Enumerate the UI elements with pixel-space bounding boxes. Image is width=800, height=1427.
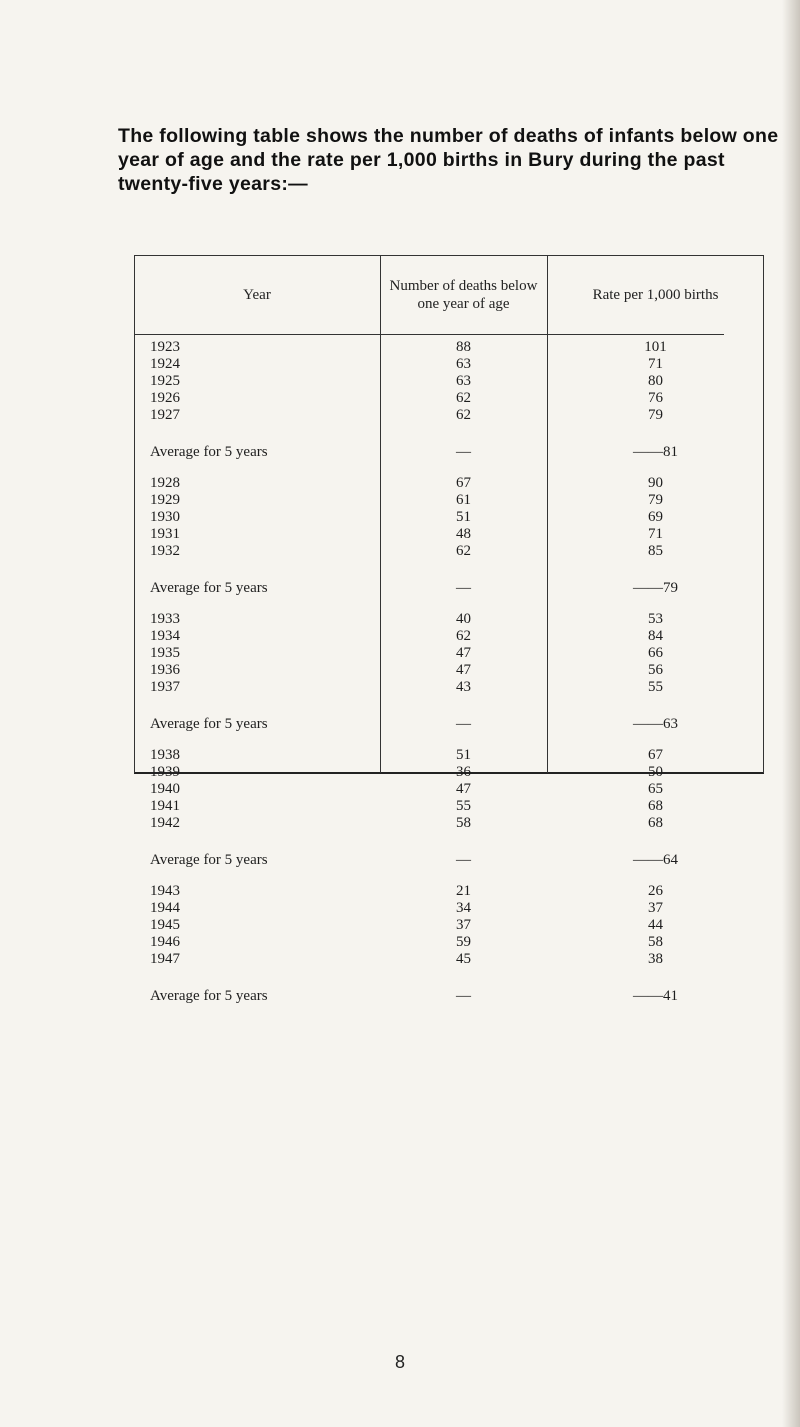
- table-row: [134, 356, 764, 373]
- year-cell: 1944: [150, 900, 180, 916]
- rate-cell: 79: [648, 407, 663, 423]
- rate-cell: 65: [648, 781, 663, 797]
- table-row: [134, 526, 764, 543]
- rate-cell: 37: [648, 900, 663, 916]
- rate-cell: 76: [648, 390, 663, 406]
- table-row: [134, 679, 764, 696]
- rate-cell: 101: [644, 339, 667, 355]
- rate-cell: 53: [648, 611, 663, 627]
- table-row: [134, 611, 764, 628]
- year-cell: 1937: [150, 679, 180, 695]
- table-row: [134, 543, 764, 560]
- table-row: [134, 815, 764, 832]
- year-cell: 1946: [150, 934, 180, 950]
- rate-cell: 85: [648, 543, 663, 559]
- average-rate-cell: ——63: [633, 716, 678, 732]
- header-rate: Rate per 1,000 births: [592, 286, 719, 303]
- deaths-cell: 55: [456, 798, 471, 814]
- rate-cell: 66: [648, 645, 663, 661]
- page-edge-shadow: [782, 0, 800, 1427]
- deaths-cell: 61: [456, 492, 471, 508]
- header-deaths: Number of deaths below one year of age: [389, 277, 538, 312]
- rate-cell: 44: [648, 917, 663, 933]
- table-row: [134, 798, 764, 815]
- average-label: Average for 5 years: [150, 716, 268, 732]
- rate-cell: 90: [648, 475, 663, 491]
- rate-cell: 84: [648, 628, 663, 644]
- deaths-cell: 37: [456, 917, 471, 933]
- average-rate-cell: ——64: [633, 852, 678, 868]
- deaths-cell: 62: [456, 390, 471, 406]
- deaths-cell: 36: [456, 764, 471, 780]
- average-deaths-cell: —: [456, 852, 471, 868]
- deaths-cell: 47: [456, 662, 471, 678]
- table-row: [134, 781, 764, 798]
- table-row: [134, 900, 764, 917]
- table-header-rule: [134, 334, 724, 335]
- deaths-cell: 51: [456, 509, 471, 525]
- header-year: Year: [243, 286, 271, 303]
- average-row: [134, 444, 764, 461]
- infant-deaths-table: [134, 255, 764, 1004]
- year-cell: 1926: [150, 390, 180, 406]
- year-cell: 1943: [150, 883, 180, 899]
- year-cell: 1934: [150, 628, 180, 644]
- deaths-cell: 40: [456, 611, 471, 627]
- year-cell: 1932: [150, 543, 180, 559]
- rate-cell: 69: [648, 509, 663, 525]
- table-row: [134, 645, 764, 662]
- year-cell: 1931: [150, 526, 180, 542]
- average-row: [134, 988, 764, 1005]
- deaths-cell: 51: [456, 747, 471, 763]
- table-body: [134, 339, 764, 1005]
- year-cell: 1933: [150, 611, 180, 627]
- deaths-cell: 47: [456, 645, 471, 661]
- rate-cell: 80: [648, 373, 663, 389]
- deaths-cell: 34: [456, 900, 471, 916]
- deaths-cell: 43: [456, 679, 471, 695]
- year-cell: 1935: [150, 645, 180, 661]
- intro-paragraph: The following table shows the number of deaths of infants below one year of age and the rate per 1,000 births in Bury during the past twenty-five years:—: [118, 125, 779, 195]
- page-number: 8: [394, 1352, 405, 1372]
- average-label: Average for 5 years: [150, 988, 268, 1004]
- deaths-cell: 62: [456, 628, 471, 644]
- average-rate-cell: ——79: [633, 580, 678, 596]
- deaths-cell: 63: [456, 373, 471, 389]
- rate-cell: 79: [648, 492, 663, 508]
- rate-cell: 67: [648, 747, 663, 763]
- year-cell: 1936: [150, 662, 180, 678]
- year-cell: 1938: [150, 747, 180, 763]
- year-cell: 1939: [150, 764, 180, 780]
- table-row: [134, 373, 764, 390]
- table-row: [134, 934, 764, 951]
- average-row: [134, 580, 764, 597]
- average-label: Average for 5 years: [150, 852, 268, 868]
- year-cell: 1930: [150, 509, 180, 525]
- deaths-cell: 67: [456, 475, 471, 491]
- table-row: [134, 492, 764, 509]
- year-cell: 1927: [150, 407, 180, 423]
- average-rate-cell: ——41: [633, 988, 678, 1004]
- year-cell: 1942: [150, 815, 180, 831]
- table-row: [134, 747, 764, 764]
- year-cell: 1945: [150, 917, 180, 933]
- average-row: [134, 716, 764, 733]
- deaths-cell: 62: [456, 543, 471, 559]
- average-rate-cell: ——81: [633, 444, 678, 460]
- rate-cell: 50: [648, 764, 663, 780]
- deaths-cell: 62: [456, 407, 471, 423]
- table-row: [134, 883, 764, 900]
- average-label: Average for 5 years: [150, 444, 268, 460]
- rate-cell: 56: [648, 662, 663, 678]
- deaths-cell: 88: [456, 339, 471, 355]
- deaths-cell: 58: [456, 815, 471, 831]
- deaths-cell: 59: [456, 934, 471, 950]
- deaths-cell: 21: [456, 883, 471, 899]
- deaths-cell: 48: [456, 526, 471, 542]
- table-row: [134, 951, 764, 968]
- average-label: Average for 5 years: [150, 580, 268, 596]
- rate-cell: 68: [648, 815, 663, 831]
- rate-cell: 68: [648, 798, 663, 814]
- table-row: [134, 407, 764, 424]
- average-deaths-cell: —: [456, 716, 471, 732]
- average-deaths-cell: —: [456, 444, 471, 460]
- year-cell: 1929: [150, 492, 180, 508]
- average-row: [134, 852, 764, 869]
- year-cell: 1928: [150, 475, 180, 491]
- year-cell: 1941: [150, 798, 180, 814]
- table-row: [134, 662, 764, 679]
- deaths-cell: 47: [456, 781, 471, 797]
- table-row: [134, 475, 764, 492]
- rate-cell: 38: [648, 951, 663, 967]
- table-row: [134, 390, 764, 407]
- rate-cell: 55: [648, 679, 663, 695]
- year-cell: 1925: [150, 373, 180, 389]
- average-deaths-cell: —: [456, 988, 471, 1004]
- rate-cell: 58: [648, 934, 663, 950]
- rate-cell: 71: [648, 526, 663, 542]
- year-cell: 1940: [150, 781, 180, 797]
- rate-cell: 26: [648, 883, 663, 899]
- year-cell: 1923: [150, 339, 180, 355]
- table-row: [134, 764, 764, 781]
- deaths-cell: 45: [456, 951, 471, 967]
- average-deaths-cell: —: [456, 580, 471, 596]
- rate-cell: 71: [648, 356, 663, 372]
- year-cell: 1947: [150, 951, 180, 967]
- deaths-cell: 63: [456, 356, 471, 372]
- table-row: [134, 339, 764, 356]
- year-cell: 1924: [150, 356, 180, 372]
- table-row: [134, 917, 764, 934]
- table-row: [134, 509, 764, 526]
- table-row: [134, 628, 764, 645]
